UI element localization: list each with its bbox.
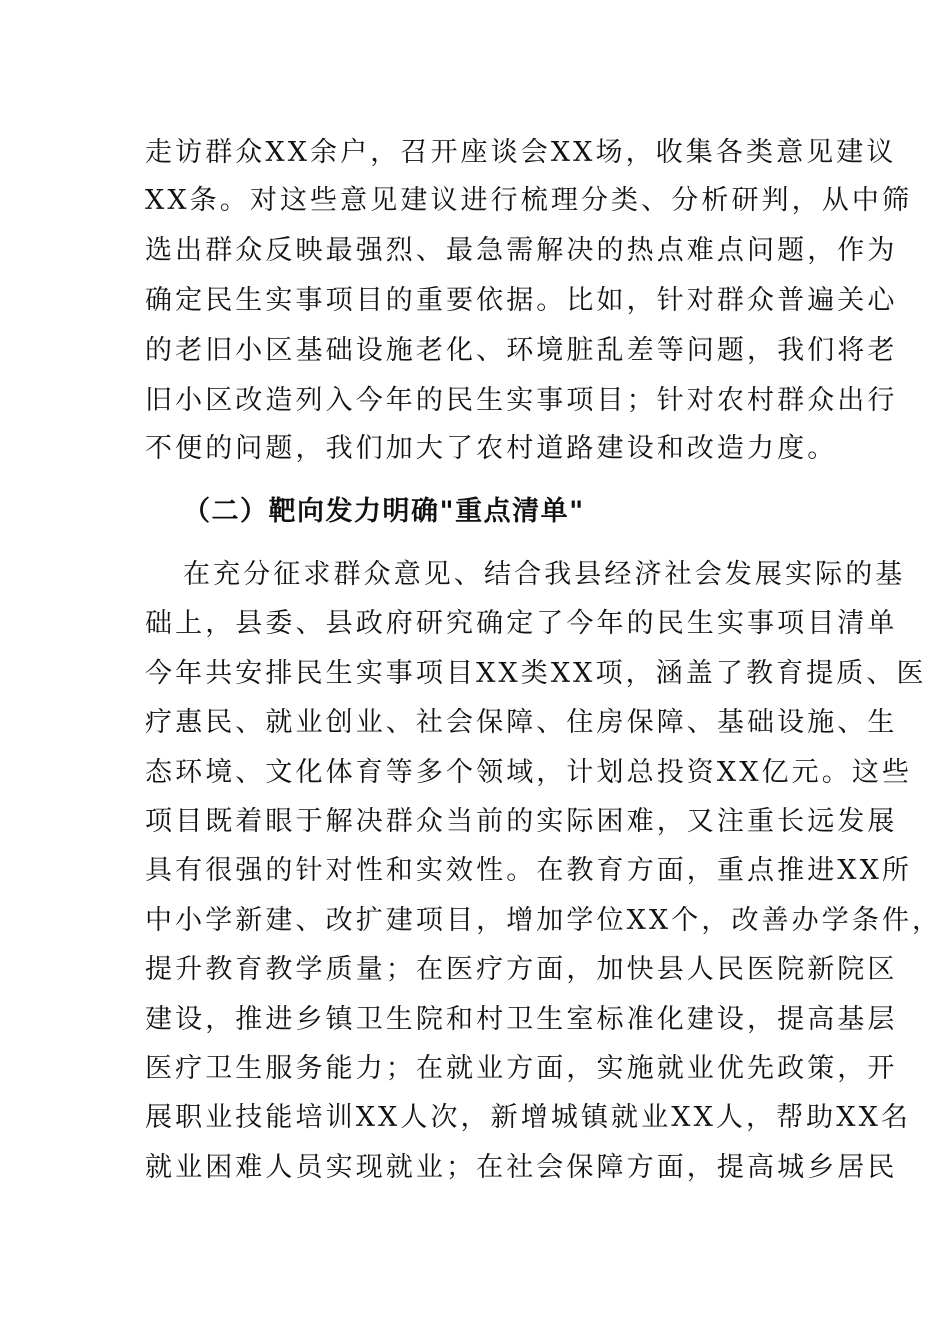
paragraph2-line-5: 态环境、文化体育等多个领域，计划总投资XX亿元。这些 — [145, 757, 913, 788]
paragraph1-line-6: 旧小区改造列入今年的民生实事项目；针对农村群众出行 — [145, 385, 898, 416]
paragraph1-line-5: 的老旧小区基础设施老化、环境脏乱差等问题，我们将老 — [145, 335, 898, 366]
paragraph2-line-12: 展职业技能培训XX人次，新增城镇就业XX人，帮助XX名 — [145, 1102, 912, 1133]
paragraph2-line-8: 中小学新建、改扩建项目，增加学位XX个，改善办学条件， — [145, 905, 943, 936]
paragraph2-line-10: 建设，推进乡镇卫生院和村卫生室标准化建设，提高基层 — [145, 1004, 898, 1035]
paragraph1-line-1: 走访群众XX余户，召开座谈会XX场，收集各类意见建议 — [145, 137, 897, 168]
section-heading: （二）靶向发力明确"重点清单" — [183, 496, 585, 527]
paragraph2-line-4: 疗惠民、就业创业、社会保障、住房保障、基础设施、生 — [145, 707, 898, 738]
paragraph2-line-3: 今年共安排民生实事项目XX类XX项，涵盖了教育提质、医 — [145, 658, 927, 689]
paragraph2-line-1: 在充分征求群众意见、结合我县经济社会发展实际的基 — [183, 559, 906, 590]
paragraph2-line-7: 具有很强的针对性和实效性。在教育方面，重点推进XX所 — [145, 855, 913, 886]
paragraph1-line-4: 确定民生实事项目的重要依据。比如，针对群众普遍关心 — [145, 285, 898, 316]
paragraph1-line-7: 不便的问题，我们加大了农村道路建设和改造力度。 — [145, 433, 838, 464]
paragraph2-line-6: 项目既着眼于解决群众当前的实际困难，又注重长远发展 — [145, 806, 898, 837]
paragraph2-line-11: 医疗卫生服务能力；在就业方面，实施就业优先政策，开 — [145, 1053, 898, 1084]
paragraph1-line-2: XX条。对这些意见建议进行梳理分类、分析研判，从中筛 — [145, 185, 913, 216]
paragraph2-line-13: 就业困难人员实现就业；在社会保障方面，提高城乡居民 — [145, 1152, 898, 1183]
paragraph2-line-9: 提升教育教学质量；在医疗方面，加快县人民医院新院区 — [145, 954, 898, 985]
paragraph2-line-2: 础上，县委、县政府研究确定了今年的民生实事项目清单 — [145, 608, 898, 639]
paragraph1-line-3: 选出群众反映最强烈、最急需解决的热点难点问题，作为 — [145, 235, 898, 266]
